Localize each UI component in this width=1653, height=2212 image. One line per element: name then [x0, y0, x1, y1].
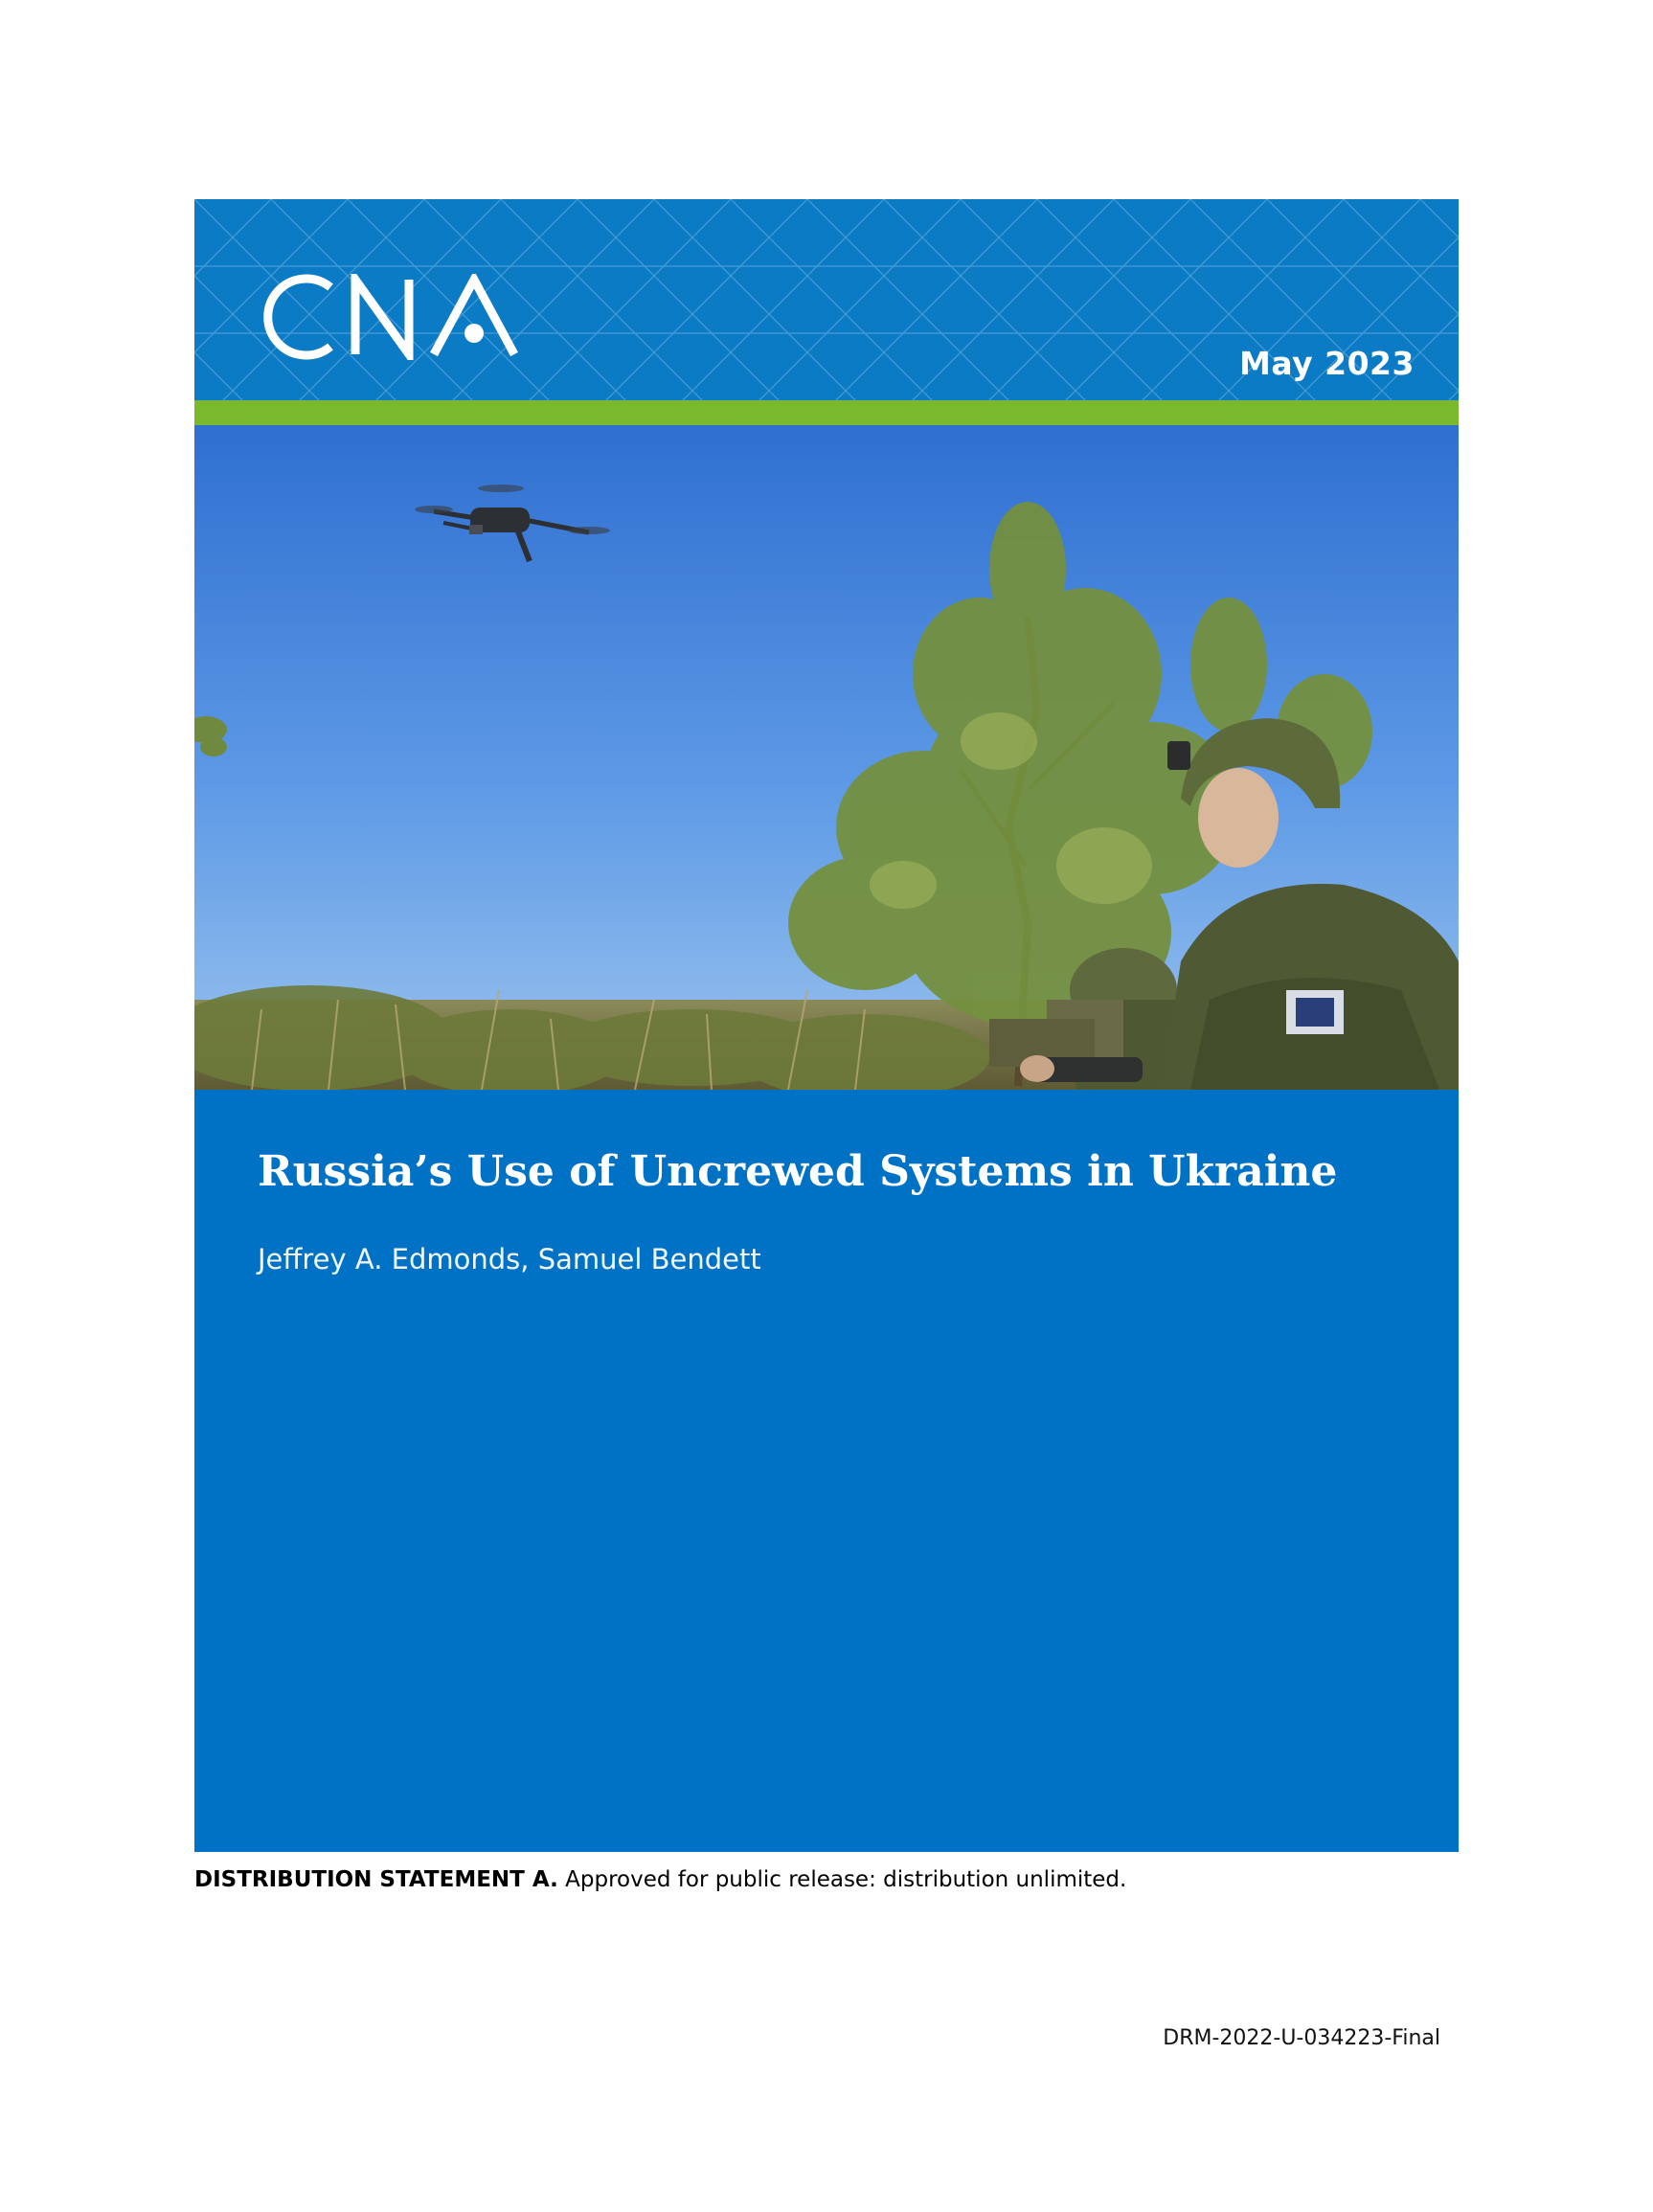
document-number: DRM-2022-U-034223-Final	[1163, 2026, 1440, 2050]
header-band	[194, 199, 1459, 400]
cover-photo	[194, 425, 1459, 1090]
report-title: Russia’s Use of Uncrewed Systems in Ukraine	[258, 1147, 1338, 1196]
report-date: May 2023	[1239, 345, 1415, 382]
green-accent-rule	[194, 400, 1459, 425]
title-panel	[194, 1090, 1459, 1852]
distribution-text: Approved for public release: distribution unlimited.	[565, 1867, 1127, 1892]
distribution-label: DISTRIBUTION STATEMENT A.	[194, 1867, 558, 1892]
distribution-statement	[194, 1867, 1126, 1892]
report-authors: Jeffrey A. Edmonds, Samuel Bendett	[258, 1243, 761, 1275]
cna-logo	[256, 274, 543, 360]
